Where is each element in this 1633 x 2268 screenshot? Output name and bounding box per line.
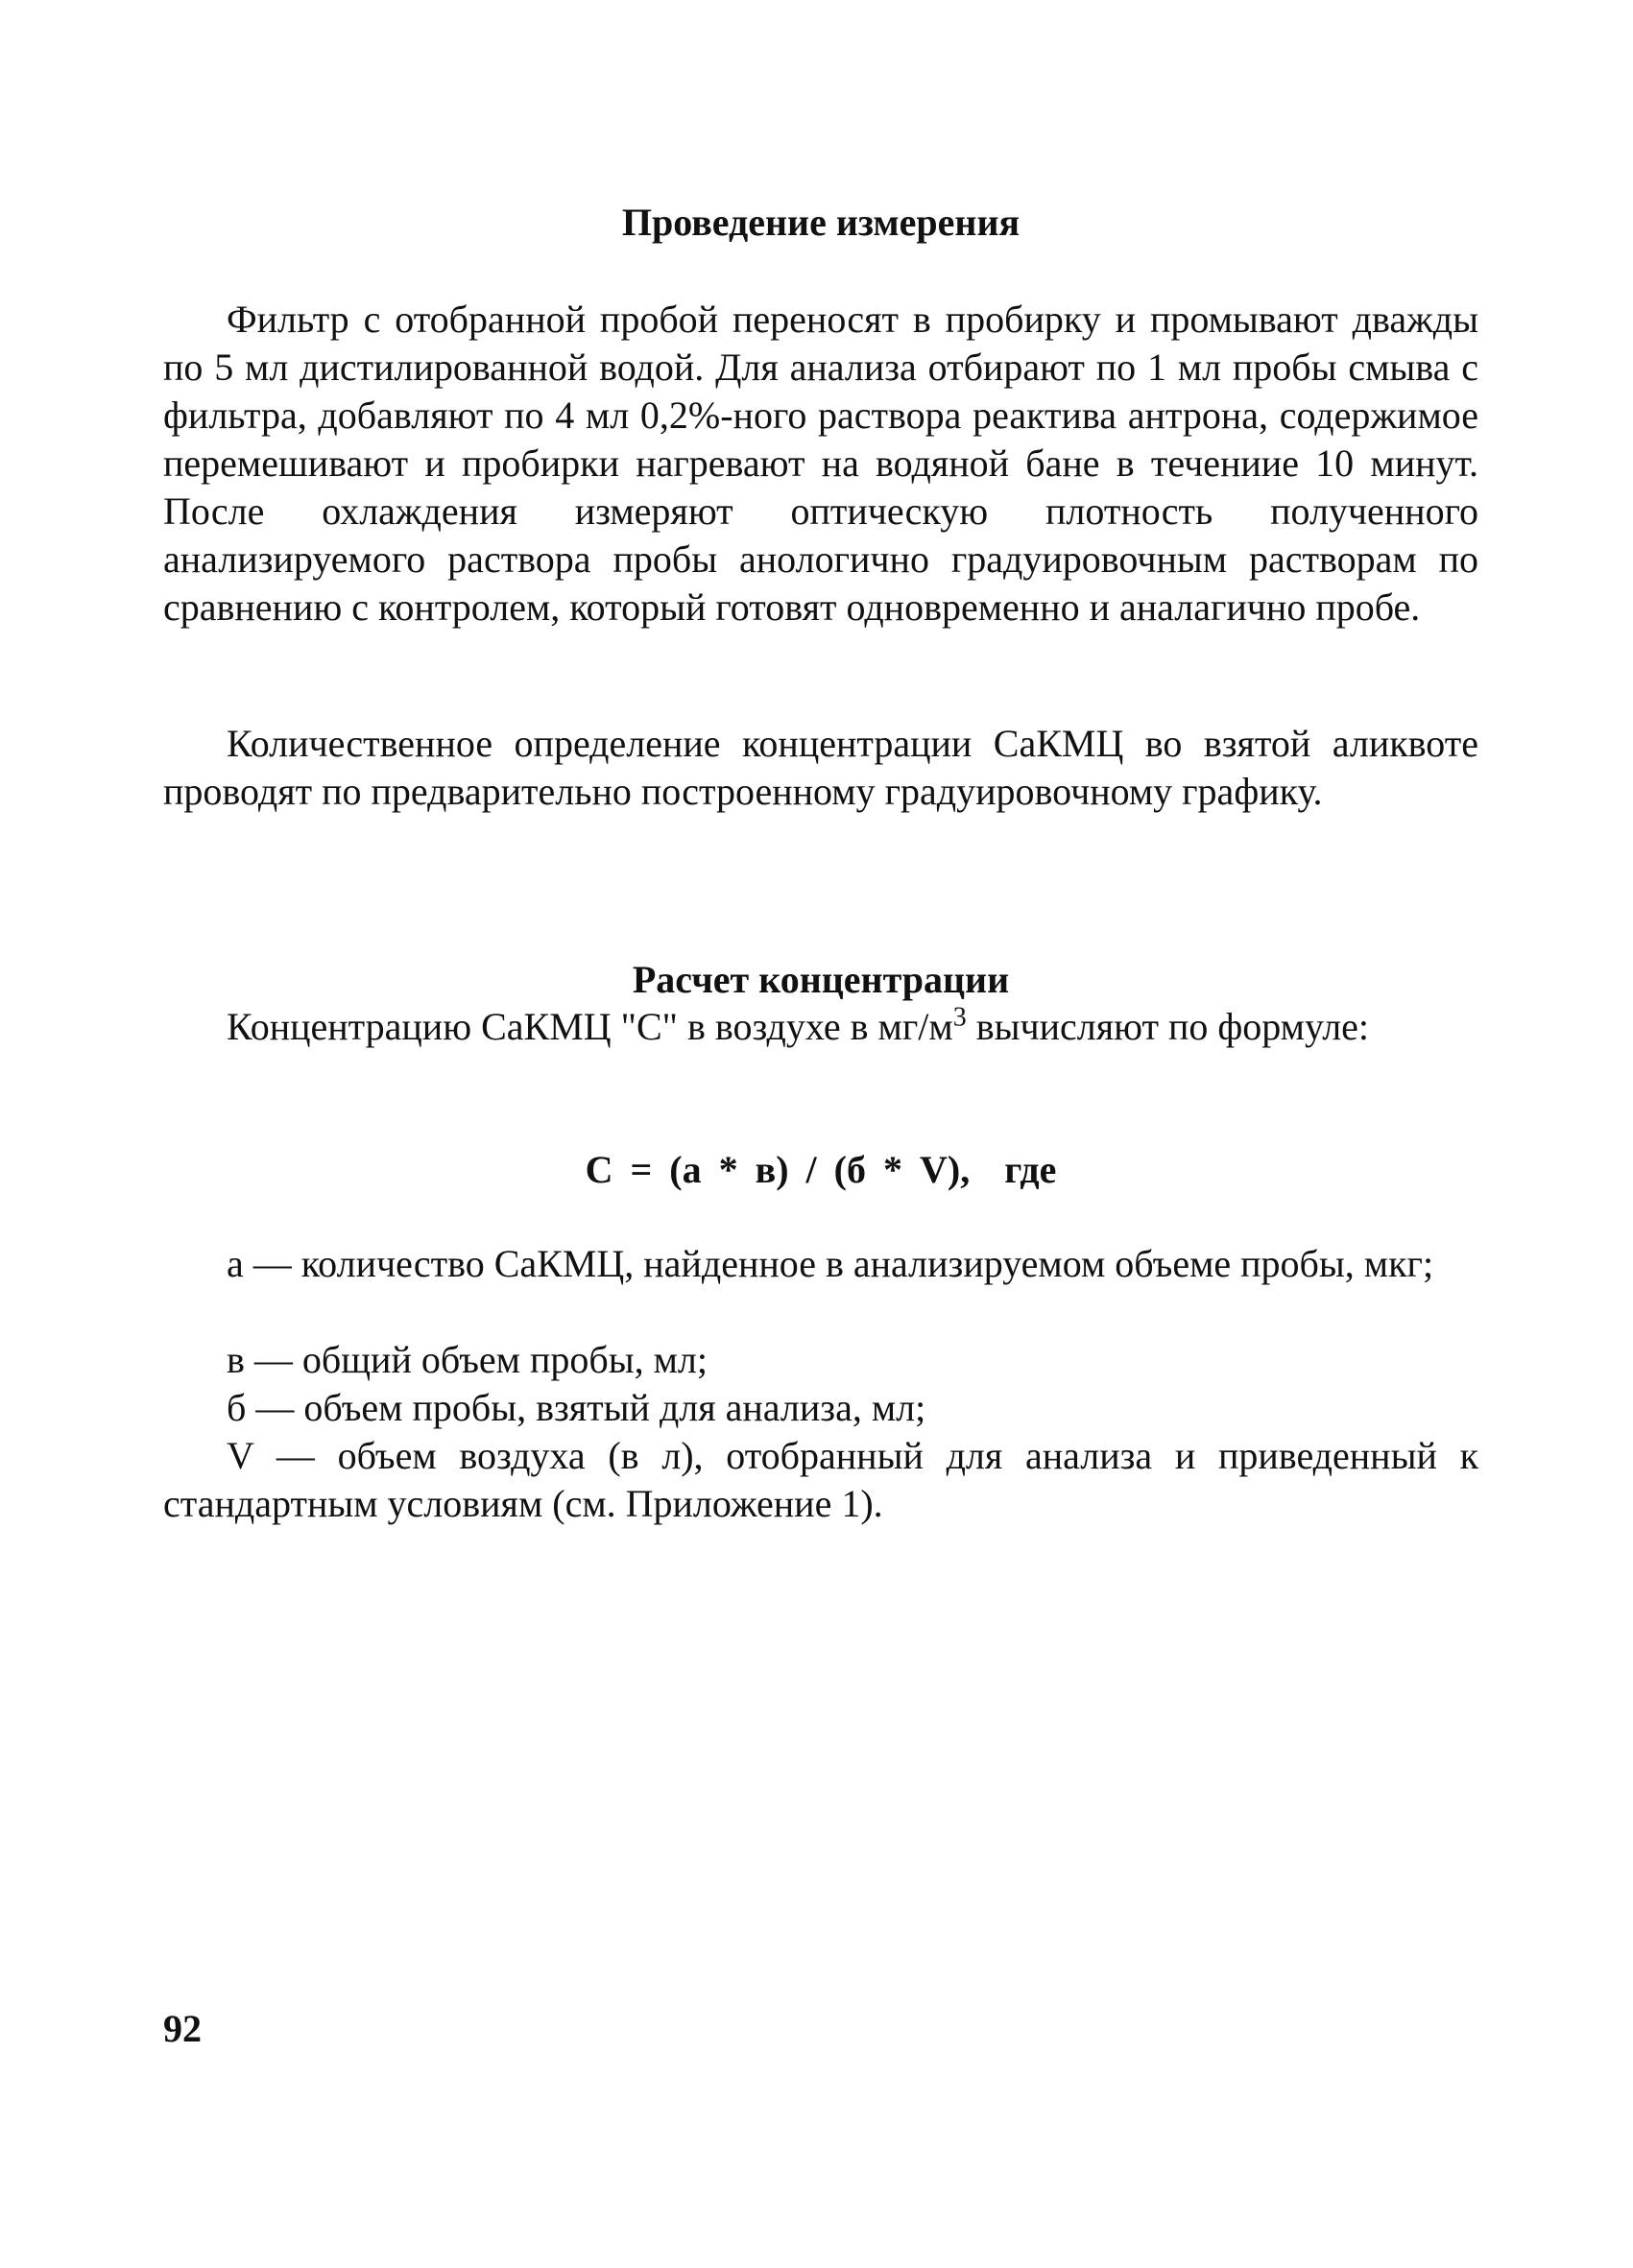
page-number: 92 — [163, 2007, 202, 2050]
definition-v: в — общий объем пробы, мл; — [227, 1338, 708, 1381]
definition-a: а — количество СаКМЦ, найденное в анализируемом объеме пробы, мкг; — [227, 1242, 1434, 1285]
unit-exponent: 3 — [952, 1002, 967, 1033]
definition-air-volume: V — объем воздуха (в л), отобранный для анализа и приведенный к стандартным условиям (см. Приложение 1). — [163, 1434, 1478, 1525]
intro-text-before-unit: Концентрацию СаКМЦ "С" в воздухе в мг/м — [227, 1005, 953, 1048]
intro-text-after-unit: вычисляют по формуле: — [966, 1005, 1370, 1048]
section-heading-measurement: Проведение измерения — [621, 201, 1021, 244]
definition-b: б — объем пробы, взятый для анализа, мл; — [227, 1386, 926, 1429]
section-heading-calculation: Расчет концентрации — [632, 958, 1010, 1001]
formula-expression: С = (а * в) / (б * V), — [585, 1148, 971, 1191]
formula-where-word: где — [1004, 1148, 1057, 1191]
calculation-intro-paragraph — [163, 1003, 1478, 1051]
quantitative-determination-paragraph: Количественное определение концентрации СаКМЦ во взятой аликвоте проводят по предварительно построенному градуировочному графику. — [163, 722, 1478, 813]
measurement-paragraph: Фильтр с отобранной пробой переносят в пробирку и промывают дважды по 5 мл дистилированной водой. Для анализа отбирают по 1 мл пробы смыва с фильтра, добавляют по 4 мл 0,2%-ного раствора реактива антрона, содержимое перемешивают и пробирки нагревают на водяной бане в течениие 10 минут. После охлаждения измеряют оптическую плотность полученного анализируемого раствора пробы анологично градуировочным растворам по сравнению с контролем, который готовят одновременно и аналагично пробе. — [163, 298, 1478, 629]
concentration-formula — [163, 1147, 1478, 1193]
document-page — [163, 0, 1478, 2268]
